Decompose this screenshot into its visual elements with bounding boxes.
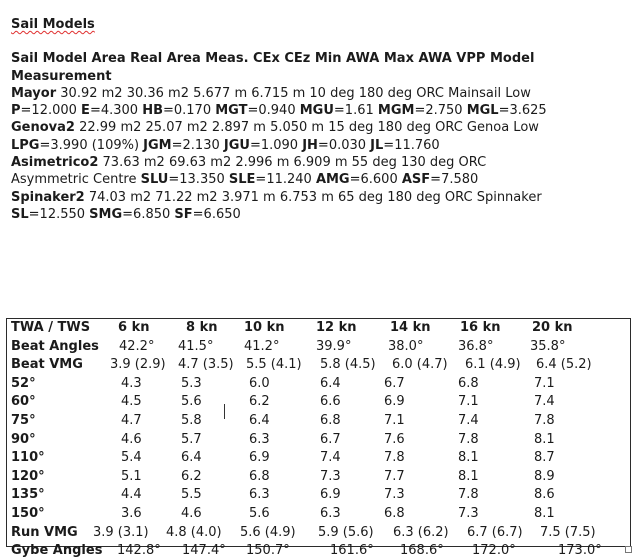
table-cell: 173.0° [558, 543, 602, 559]
field-key: JGU [223, 137, 250, 153]
table-cell: 150.7° [246, 543, 290, 559]
table-cell: 8.1 [534, 431, 555, 447]
table-cell: 4.8 (4.0) [166, 524, 222, 540]
table-cell: 147.4° [182, 543, 226, 559]
table-column-header: 14 kn [390, 320, 431, 335]
table-row-label: 150° [11, 506, 45, 521]
table-cell: 7.8 [458, 487, 479, 503]
table-cell: 6.7 [320, 431, 341, 447]
field-key: MGU [299, 103, 334, 119]
table-cell: 142.8° [117, 543, 161, 559]
table-cell: 172.0° [472, 543, 516, 559]
table-cell: 5.5 [181, 487, 202, 503]
table-cell: 5.8 (4.5) [320, 357, 376, 373]
field-key: SF [174, 206, 193, 222]
sail-line [11, 137, 631, 154]
table-cell: 4.6 [181, 506, 202, 521]
table-column-header: 20 kn [532, 320, 573, 335]
table-cell: 41.5° [178, 338, 214, 354]
table-cell: 5.4 [121, 450, 142, 466]
sail-line [11, 154, 631, 171]
table-row-label: Beat VMG [11, 357, 83, 373]
field-key: MGL [466, 103, 499, 119]
field-key: HB [142, 103, 163, 119]
field-key: SLE [228, 172, 256, 188]
table-row-label: Gybe Angles [11, 543, 103, 559]
field-key: P [11, 103, 21, 119]
table-cell: 6.8 [249, 468, 270, 484]
table-cell: 8.1 [458, 468, 479, 484]
table-cell: 8.1 [534, 506, 555, 521]
field-text: =3.625 [498, 103, 547, 119]
table-cell: 7.8 [534, 413, 555, 428]
table-column-header: 16 kn [460, 320, 501, 335]
sail-line [11, 85, 631, 102]
field-text: =2.750 [414, 103, 467, 119]
table-cell: 6.4 [181, 450, 202, 466]
table-cell: 7.4 [320, 450, 341, 466]
table-cell: 6.6 [320, 394, 341, 410]
table-cell: 5.8 [181, 413, 202, 428]
table-cell: 6.8 [320, 413, 341, 428]
field-text: =0.170 [162, 103, 216, 119]
table-cell: 7.6 [384, 431, 405, 447]
table-cell: 4.3 [121, 375, 142, 391]
table-cell: 4.7 (3.5) [178, 357, 234, 373]
sail-line [11, 171, 631, 188]
table-cell: 7.8 [384, 450, 405, 466]
table-cell: 5.5 (4.1) [246, 357, 302, 373]
table-cell: 6.7 [384, 375, 405, 391]
table-cell: 7.3 [458, 506, 479, 521]
table-cell: 3.9 (3.1) [93, 524, 149, 540]
field-text: =12.000 [20, 103, 82, 119]
field-text: =0.030 [317, 137, 371, 153]
table-cell: 4.7 [121, 413, 142, 428]
table-cell: 4.5 [121, 394, 142, 410]
table-row-label: 135° [11, 487, 45, 503]
table-cell: 35.8° [530, 338, 566, 354]
table-row-label: Run VMG [11, 524, 78, 540]
table-row-label: 120° [11, 468, 45, 484]
field-key: LPG [11, 137, 40, 153]
table-row-label: 52° [11, 375, 36, 391]
table-cell: 5.3 [181, 375, 202, 391]
table-cell: 6.9 [384, 394, 405, 410]
table-cell: 5.6 [249, 506, 270, 521]
field-text: =2.130 [171, 137, 224, 153]
field-text: =3.990 (109%) [39, 137, 144, 153]
table-cell: 7.3 [384, 487, 405, 503]
field-key: AMG [315, 172, 350, 188]
table-cell: 7.7 [384, 468, 405, 484]
table-cell: 6.0 (4.7) [392, 357, 448, 373]
table-cell: 6.8 [458, 375, 479, 391]
field-text: =0.940 [247, 103, 300, 119]
table-cell: 7.1 [384, 413, 405, 428]
field-key: Mayor [11, 85, 57, 101]
field-text: =7.580 [430, 172, 479, 188]
table-cell: 8.6 [534, 487, 555, 503]
table-cell: 6.8 [384, 506, 405, 521]
field-text: =13.350 [168, 172, 229, 188]
table-header-label: TWA / TWS [11, 320, 91, 335]
table-cell: 42.2° [119, 338, 155, 354]
table-cell: 7.8 [458, 431, 479, 447]
field-text: =1.61 [333, 103, 378, 119]
table-cell: 5.6 (4.9) [240, 524, 296, 540]
field-text: 22.99 m2 25.07 m2 2.897 m 5.050 m 15 deg 180 deg ORC Genoa Low [74, 120, 539, 136]
field-text: =4.300 [89, 103, 143, 119]
table-column-header: 10 kn [244, 320, 285, 335]
text-cursor [224, 404, 225, 419]
table-cell: 5.6 [181, 394, 202, 410]
table-cell: 6.2 [181, 468, 202, 484]
document-title: Sail Models [11, 17, 95, 32]
table-cell: 6.4 [320, 375, 341, 391]
table-cell: 5.7 [181, 431, 202, 447]
table-cell: 7.5 (7.5) [540, 524, 596, 540]
table-row-label: 110° [11, 450, 45, 466]
field-key: MGT [215, 103, 248, 119]
field-text: =6.600 [349, 172, 402, 188]
field-key: Spinaker2 [11, 189, 85, 205]
table-cell: 38.0° [388, 338, 424, 354]
table-cell: 6.3 (6.2) [393, 524, 449, 540]
field-key: E [81, 103, 90, 119]
table-row-label: 90° [11, 431, 36, 447]
field-text: =11.760 [383, 137, 440, 153]
field-key: Genova2 [11, 120, 75, 136]
field-key: ASF [401, 172, 431, 188]
table-cell: 41.2° [244, 338, 280, 354]
sail-line [11, 189, 631, 206]
document-body [11, 16, 631, 223]
field-key: JGM [143, 137, 172, 153]
table-cell: 5.9 (5.6) [318, 524, 374, 540]
column-header-line-1: Sail Model Area Real Area Meas. CEx CEz Min AWA Max AWA VPP Model [11, 51, 535, 67]
table-cell: 6.3 [249, 487, 270, 503]
table-cell: 7.3 [320, 468, 341, 484]
table-cell: 4.6 [121, 431, 142, 447]
table-cell: 7.4 [534, 394, 555, 410]
table-cell: 8.7 [534, 450, 555, 466]
field-key: SMG [89, 206, 123, 222]
table-cell: 8.9 [534, 468, 555, 484]
table-cell: 4.4 [121, 487, 142, 503]
field-text: Asymmetric Centre [11, 172, 141, 188]
field-text: =1.090 [249, 137, 303, 153]
table-cell: 6.9 [320, 487, 341, 503]
table-cell: 161.6° [330, 543, 374, 559]
table-cell: 39.9° [316, 338, 352, 354]
table-cell: 7.1 [534, 375, 555, 391]
table-row-label: 60° [11, 394, 36, 410]
table-cell: 6.4 (5.2) [536, 357, 592, 373]
field-key: JH [302, 137, 318, 153]
field-text: 30.92 m2 30.36 m2 5.677 m 6.715 m 10 deg 180 deg ORC Mainsail Low [56, 85, 531, 101]
table-cell: 6.3 [249, 431, 270, 447]
field-text: 74.03 m2 71.22 m2 3.971 m 6.753 m 65 deg 180 deg ORC Spinnaker [84, 189, 542, 205]
table-cell: 8.1 [458, 450, 479, 466]
field-key: JL [370, 137, 384, 153]
field-text: 73.63 m2 69.63 m2 2.996 m 6.909 m 55 deg 130 deg ORC [98, 155, 487, 171]
table-cell: 6.0 [249, 375, 270, 391]
table-cell: 6.1 (4.9) [465, 357, 521, 373]
field-text: =6.650 [192, 206, 241, 222]
table-cell: 168.6° [400, 543, 444, 559]
table-cell: 6.2 [249, 394, 270, 410]
table-column-header: 12 kn [316, 320, 357, 335]
table-column-header: 6 kn [118, 320, 150, 335]
table-cell: 6.3 [320, 506, 341, 521]
sail-line [11, 206, 631, 223]
table-column-header: 8 kn [186, 320, 218, 335]
table-row-label: 75° [11, 413, 36, 428]
table-row-label: Beat Angles [11, 338, 99, 354]
table-cell: 3.6 [121, 506, 142, 521]
field-key: SLU [140, 172, 169, 188]
table-resize-handle[interactable] [625, 546, 632, 553]
column-header-line-2: Measurement [11, 68, 112, 84]
sail-model-lines [11, 85, 631, 223]
field-key: MGM [377, 103, 415, 119]
field-key: SL [11, 206, 29, 222]
table-cell: 6.4 [249, 413, 270, 428]
sail-line [11, 119, 631, 136]
field-text: =6.850 [122, 206, 175, 222]
table-cell: 7.4 [458, 413, 479, 428]
table-cell: 3.9 (2.9) [110, 357, 166, 373]
field-text: =12.550 [28, 206, 90, 222]
field-key: Asimetrico2 [11, 155, 99, 171]
table-cell: 6.7 (6.7) [467, 524, 523, 540]
field-text: =11.240 [255, 172, 316, 188]
sail-line [11, 102, 631, 119]
table-cell: 36.8° [458, 338, 494, 354]
table-cell: 6.9 [249, 450, 270, 466]
table-cell: 5.1 [121, 468, 142, 484]
table-cell: 7.1 [458, 394, 479, 410]
